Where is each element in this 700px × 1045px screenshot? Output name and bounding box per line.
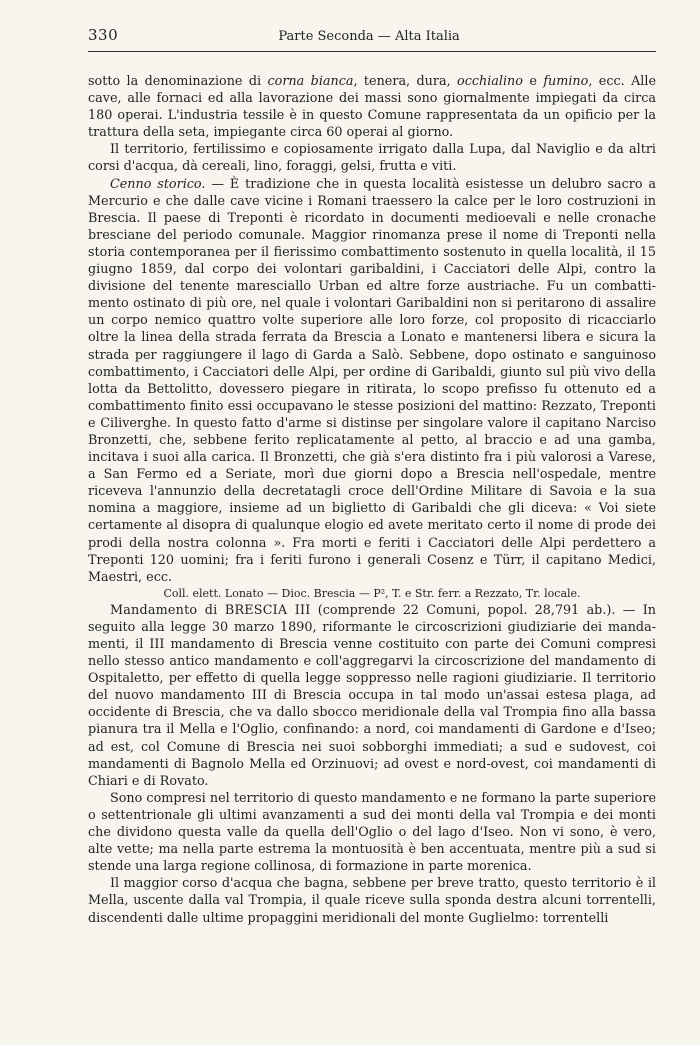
paragraph-mandamento: Mandamento di BRESCIA III (comprende 22 Comuni, popol. 28,791 ab.). — In seguito alla legge 30 marzo 1890, riformante le circoscrizioni giudiziarie dei mandamenti, il III mandamento di Brescia venne costituito con parte dei Comuni compresi nello stesso antico mandamento e coll'aggregarvi la circoscrizione del mandamento di Ospitaletto, per effetto di quella legge soppresso nelle ragioni giudiziarie. Il territorio del nuovo mandamento III di Brescia occupa in tal modo un'assai estesa plaga, ad occidente di Brescia, che va dallo sbocco meridionale della val Trompia fino alla bassa pianura tra il Mella e l'Oglio, confinando: a nord, coi mandamenti di Gardone e d'Iseo; ad est, col Comune di Brescia nei suoi sobborghi immediati; a sud e sudovest, coi mandamenti di Bagnolo Mella ed Orzinuovi; ad ovest e nord-ovest, coi mandamenti di Chiari e di Rovato. — [88, 602, 656, 789]
term-corna-bianca: corna bianca — [267, 74, 354, 89]
header-rule — [88, 51, 656, 52]
mandamento-title: Mandamento di BRESCIA III — [110, 602, 311, 618]
body-text — [88, 73, 656, 927]
administrative-note: Coll. elett. Lonato — Dioc. Brescia — P², T. e Str. ferr. a Rezzato, Tr. locale. — [163, 586, 581, 600]
term-occhialino: occhialino — [457, 74, 523, 89]
paragraph-quarry: sotto la denominazione di corna bianca, tenera, dura, occhialino e fumino, ecc. Alle cave, alle fornaci ed alla lavorazione dei massi sono giornalmente impiegati da circa 180 operai. L'industria tessile è in questo Comune rappresentata da un opificio per la trattura della seta, impiegante circa 60 operai al giorno. — [88, 74, 656, 141]
running-head — [88, 26, 656, 48]
page — [88, 26, 656, 927]
running-title: Parte Seconda — Alta Italia — [278, 29, 460, 44]
paragraph-mountains: Sono compresi nel territorio di questo mandamento e ne formano la parte superiore o settentrionale gli ultimi avanzamenti a sud dei monti della val Trompia e dei monti che dividono questa valle da quella dell'Oglio o del lago d'Iseo. Non vi sono, è vero, alte vette; ma nella parte estrema la montuosità è ben accentuata, mentre più a sud si stende una larga regione collinosa, di formazione in parte morenica. — [88, 790, 656, 875]
history-heading: Cenno storico. — [110, 176, 206, 192]
paragraph-territory: Il territorio, fertilissimo e copiosamente irrigato dalla Lupa, dal Naviglio e da altri corsi d'acqua, dà cereali, lino, foraggi, gelsi, frutta e viti. — [88, 142, 656, 175]
paragraph-history: Cenno storico. — È tradizione che in questa località esistesse un delubro sacro a Mercurio e che dalle cave vicine i Romani traessero la calce per le loro costruzioni in Brescia. Il paese di Treponti è ricordato in documenti medioevali e nelle cronache bresciane del periodo comunale. Maggior rinomanza prese il nome di Treponti nella storia contemporanea per il fierissimo combattimento sostenuto in quella località, il 15 giugno 1859, dal corpo dei volontari garibaldini, i Cacciatori delle Alpi, contro la divisione del tenente maresciallo Urban ed altre forze austriache. Fu un combattimento ostinato di più ore, nel quale i volontari Garibaldini non si peritarono di assalire un corpo nemico quattro volte superiore alle loro forze, col proposito di ricacciarlo oltre la linea della strada ferrata da Brescia a Lonato e mantenersi libera e sicura la strada per raggiungere il lago di Garda a Salò. Sebbene, dopo ostinato e sanguinoso combattimento, i Cacciatori delle Alpi, per ordine di Garibaldi, giunto sul più vivo della lotta da Bettolitto, dovessero piegare in ritirata, lo scopo prefisso fu ottenuto ed a combattimento finito essi occupavano le stesse posizioni del mattino: Rezzato, Treponti e Ciliverghe. In questo fatto d'arme si distinse per singolare valore il capitano Narciso Bronzetti, che, sebbene ferito replicatamente al petto, al braccio e ad una gamba, incitava i suoi alla carica. Il Bronzetti, che già s'era distinto fra i più valorosi a Varese, a San Fermo ed a Seriate, morì due giorni dopo a Brescia nell'ospedale, mentre riceveva l'annunzio della decretatagli croce dell'Ordine Militare di Savoia e la sua nomina a maggiore, insieme ad un biglietto di Garibaldi che gli diceva: « Voi siete certamente al disopra di qualunque elogio ed avete meritato certo il nome di prode dei prodi della nostra colonna ». Fra morti e feriti i Cacciatori delle Alpi perdettero a Treponti 120 uomini; fra i feriti furono i generali Cosenz e Türr, il capitano Medici, Maestri, ecc. — [88, 176, 656, 585]
page-number: 330 — [88, 26, 119, 44]
term-fumino: fumino — [543, 74, 589, 89]
paragraph-mella: Il maggior corso d'acqua che bagna, sebbene per breve tratto, questo territorio è il Mella, uscente dalla val Trompia, il quale riceve sulla sponda destra alcuni torrentelli, discendenti dalle ultime propaggini meridionali del monte Guglielmo: torrentelli — [88, 876, 656, 926]
